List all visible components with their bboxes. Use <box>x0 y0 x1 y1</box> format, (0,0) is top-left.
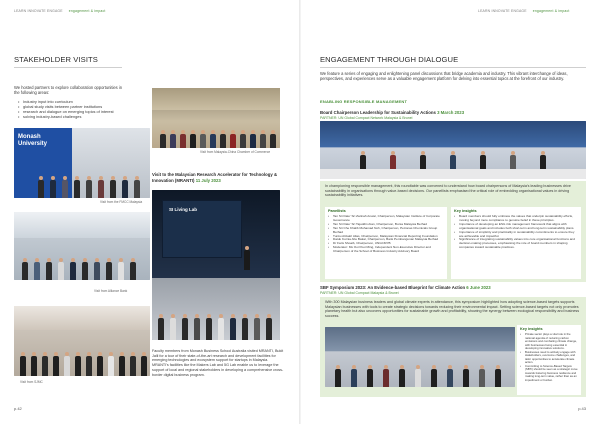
insight-item: • Businesses need to actively engage with stakeholders, overcome challenges, and tailor opportunities to accelerate climate action. <box>520 351 579 365</box>
insight-item: • Significance of integrating sustainability values into core organisational functions and decision-making processes, emphasising the role of board members in shaping companies toward sustainable practices. <box>454 238 579 250</box>
panellist-item: • Dr Faris Shoaib, Chairperson, UNGCMYB <box>328 242 445 246</box>
page-number-left: p.42 <box>14 406 22 411</box>
panellist-item: • Tan Sri Che Khalib Mohamad Noh, Chairperson, Petronas Chemicals Group Berhad <box>328 227 445 235</box>
caption-fmcc: Visit from the FMCC Malaysia <box>100 200 143 204</box>
insight-item: • Private sector plays a vital role in the national agenda of reducing carbon emissions and combating climate change, with businesses being essential in developing innovative solutions. <box>520 333 579 351</box>
event2-panel <box>320 297 586 397</box>
lab-screen: SI Living Lab <box>162 200 242 258</box>
caption-alliance: Visit from Alliance Bank <box>94 289 128 293</box>
insight-item: • Importance of developing an ESG risk management framework that aligns with organisational goals and includes both short-term and long-term sustainability plans. <box>454 223 579 231</box>
bullet-item: • Industry input into curriculum <box>18 99 128 104</box>
panellist-item: • Tan Sri Dato' Sri Tajuddin Atan, Chairperson, Bursa Malaysia Berhad <box>328 223 445 227</box>
mranti-description: Faculty members from Monash Business School Australia visited MRANTI, Bukit Jalil for a tour of their state-of-the-art research and development facilities for emerging technologies and ecosystem support for startups in Malaysia. MRANTI's facilities like the Makers Lab and 5G Lab enable us to leverage the support of local and regional stakeholders in developing a comprehensive cross-border digital business program. <box>152 349 284 377</box>
photo-sjmc-visit <box>14 306 150 376</box>
title-rule-right <box>320 67 586 68</box>
photo-si-living-lab <box>152 190 280 340</box>
running-head-left: LEARN INNOVATE ENGAGE engagement & impact <box>14 9 106 13</box>
stakeholder-visits-title: STAKEHOLDER VISITS <box>14 55 98 64</box>
panellists-box: Panellists • Tan Sri Dato' Sri Zarinah Anwar, Chairperson, Malaysian Institute of Corporate Governance • Tan Sri Dato' Sri Tajuddin Atan, Chairperson, Bursa Malaysia Berhad • Tan Sri Che Khalib Mohamad Noh, Chairperson, Petronas Chemicals Group Berhad • Tunku Alizakri Alias, Chairperson, Malaysian Financial Reporting Foundation • Datuk Kurnia Abu Bakar, Chairperson, Bank Pembangunan Malaysia Berhad • Dr Faris Shoaib, Chairperson, UNGCMYB • Moderator: Ms Ooi Pooi Ming, Independent Non-Executive Director and Chairperson of the School of Business Industry Advisory Board <box>325 207 447 279</box>
mranti-heading: Visit to the Malaysian Research Accelerator for Technology & Innovation (MRANTI) 11 July 2023 <box>152 172 278 183</box>
enabling-label: ENABLING RESPONSIBLE MANAGEMENT <box>320 99 408 104</box>
event2-insights-list <box>520 333 579 382</box>
panellist-item: • Moderator: Ms Ooi Pooi Ming, Independent Non-Executive Director and Chairperson of the School of Business Industry Advisory Board <box>328 246 445 254</box>
panellist-item: • Datuk Kurnia Abu Bakar, Chairperson, Bank Pembangunan Malaysia Berhad <box>328 238 445 242</box>
insight-item: • Board members should fully embrace the values that underpin sustainability efforts, moving beyond mere compliance to genuine belief in these principles. <box>454 215 579 223</box>
panellist-item: • Tan Sri Dato' Sri Zarinah Anwar, Chairperson, Malaysian Institute of Corporate Governance <box>328 215 445 223</box>
photo-board-chairperson-panel <box>320 121 586 179</box>
bullet-item: • solving industry-based challenges <box>18 114 128 119</box>
event1-insights-list <box>454 215 579 250</box>
panellists-list <box>328 215 445 254</box>
event2-partner: PARTNER: UN Global Compact Malaysia & Brunei <box>320 291 399 295</box>
event2-insights-box: Key insights • Private sector plays a vital role in the national agenda of reducing carbon emissions and combating climate change, with businesses being essential in developing innovative solutions. • Businesses need to actively engage with stakeholders, overcome challenges, and tailor opportunities to accelerate climate action. • Committing to Science-Based Targets (SBTi) should be seen as a strategic move towards fostering business resilience and making long-term value, rather than as an impediment or burden. <box>517 325 581 395</box>
event1-insights-box: Key insights • Board members should fully embrace the values that underpin sustainability efforts, moving beyond mere compliance to genuine belief in these principles. • Importance of developing an ESG risk management framework that aligns with organisational goals and includes both short-term and long-term sustainability plans. • Importance of simplicity and practicality in sustainability commitments to ensure they are achievable and impactful. • Significance of integrating sustainability values into core organisational functions and decision-making processes, emphasising the role of board members in shaping companies toward sustainable practices. <box>451 207 581 279</box>
right-page <box>300 0 600 424</box>
event1-panel <box>320 181 586 282</box>
insight-item: • Committing to Science-Based Targets (SBTi) should be seen as a strategic move towards fostering business resilience and making long-term value, rather than as an impediment or burden. <box>520 365 579 383</box>
panellist-item: • Tunku Alizakri Alias, Chairperson, Malaysian Financial Reporting Foundation <box>328 235 445 239</box>
running-head-right: LEARN INNOVATE ENGAGE engagement & impact <box>478 9 570 13</box>
page-number-right: p.43 <box>578 406 586 411</box>
event1-partner: PARTNER: UN Global Compact Network Malaysia & Brunei <box>320 116 413 120</box>
monash-banner: Monash University <box>14 128 72 198</box>
photo-alliance-bank <box>14 212 150 280</box>
event2-summary: With 300 Malaysian business leaders and global climate experts in attendance, this symposium highlighted how adopting science-based targets supports Malaysian businesses with tools to create strategic decisions towards reducing their environmental impact. Setting science-based targets not only promotes planetary health but also uncovers opportunities for sustainable growth and profitability, showing the synergy between ecological responsibility and business success. <box>325 300 580 318</box>
photo-fmcc-visit <box>14 128 150 198</box>
bullet-item: • global study visits between partner institutions <box>18 104 128 109</box>
insight-item: • Importance of simplicity and practicality in sustainability commitments to ensure they are achievable and impactful. <box>454 231 579 239</box>
dialogue-intro: We feature a series of engaging and enlightening panel discussions that bridge academia and industry. This vibrant interchange of ideas, perspectives, and experiences serve as a valuable engagement platform for delving into essential topics at the forefront of our industry. <box>320 71 568 82</box>
caption-chamber: Visit from Malaysia-China Chamber of Commerce <box>200 150 271 154</box>
stakeholder-intro: We hosted partners to explore collaboration opportunities in the following areas: <box>14 85 123 96</box>
bullet-item: • research and dialogue on emerging topics of interest <box>18 109 128 114</box>
event2-heading: SBF Symposium 2023: An Evidence-based Blueprint for Climate Action 6 June 2023 <box>320 285 491 290</box>
photo-sbf-symposium <box>325 327 515 387</box>
event1-heading: Board Chairperson Leadership for Sustainability Actions 3 March 2023 <box>320 110 465 115</box>
title-rule <box>14 67 122 68</box>
photo-chamber-of-commerce <box>152 88 280 148</box>
dialogue-title: ENGAGEMENT THROUGH DIALOGUE <box>320 55 459 64</box>
event1-summary: In championing responsible management, this roundtable was convened to understand how board chairpersons of Malaysia's leading businesses drive sustainability in organisations through value-based decisions. Our panellists emphasised the critical role of embedding organisational values in driving sustainability initiatives. <box>325 184 571 198</box>
caption-sjmc: Visit from SJMC <box>20 380 43 384</box>
stakeholder-bullet-list <box>18 99 128 119</box>
